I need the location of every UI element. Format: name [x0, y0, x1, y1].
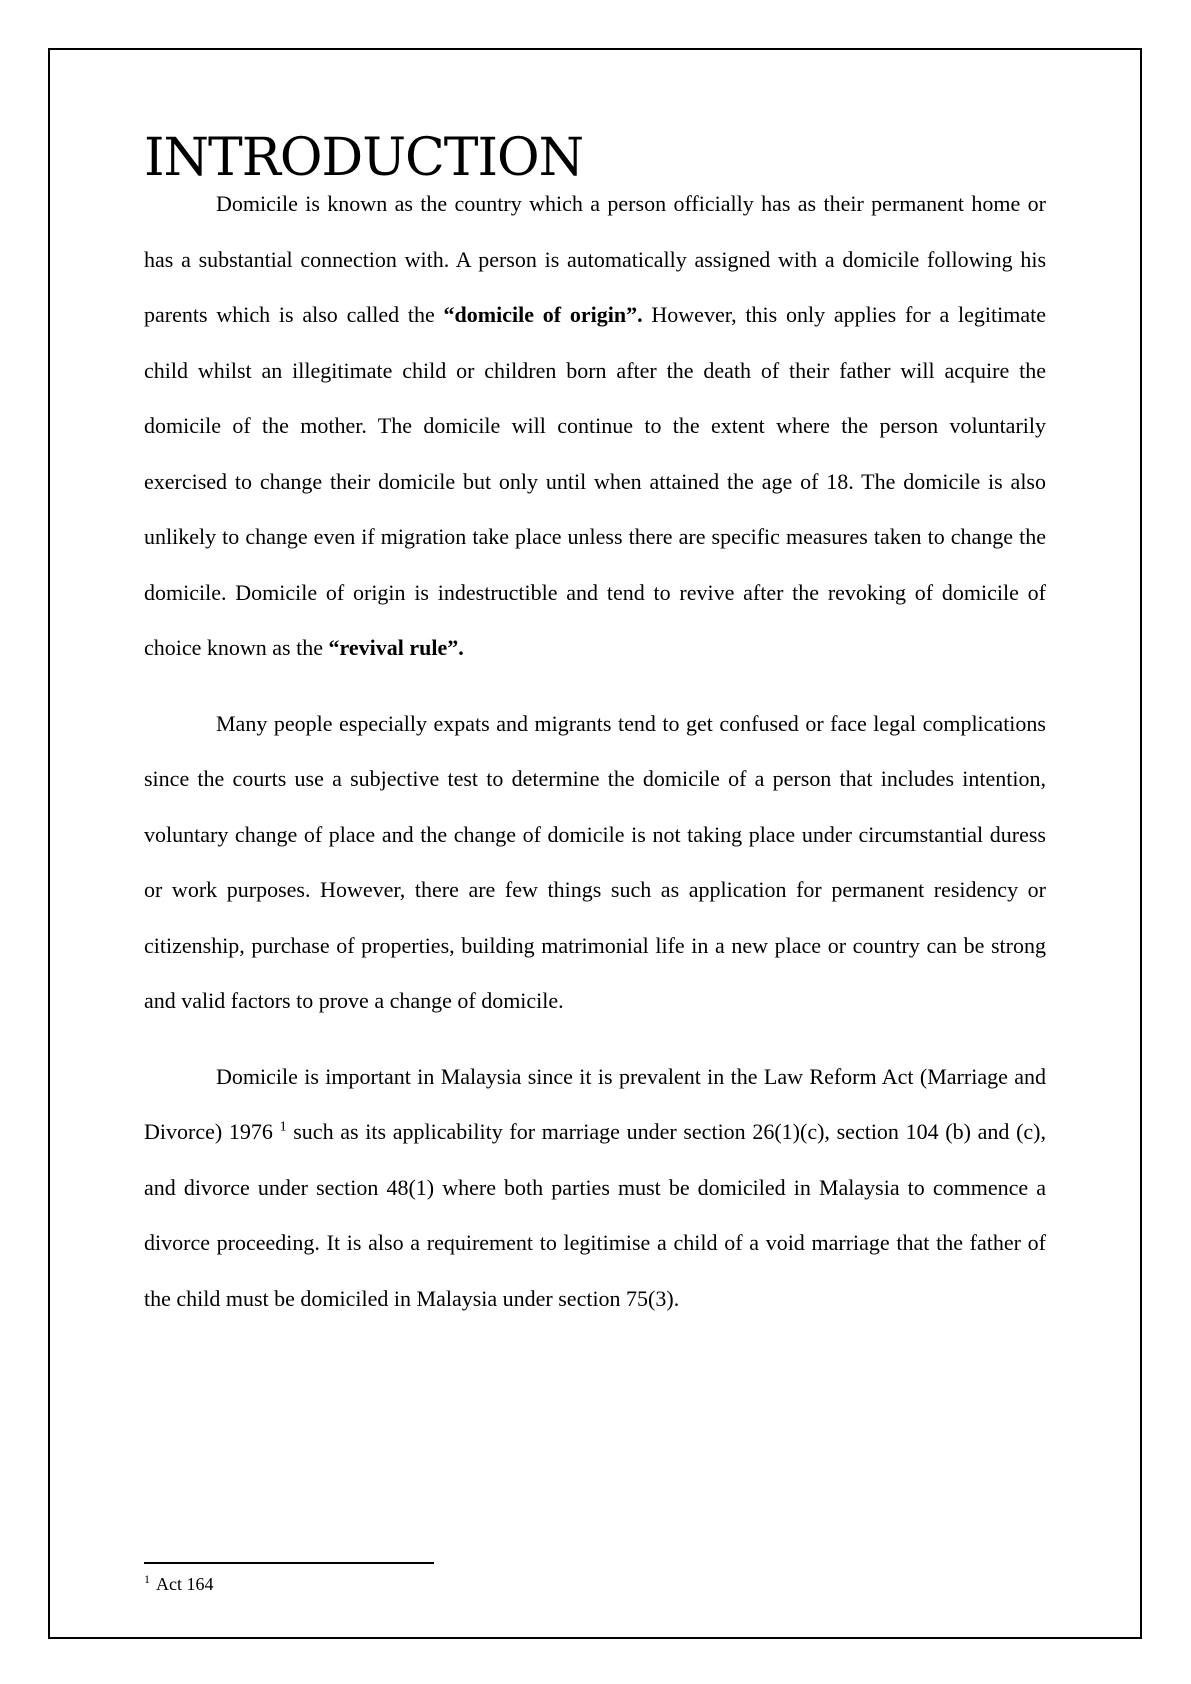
paragraph-text: Domicile is known as the country which a person officially has as their permanent home or has a substantial connection with. A person is automatically assigned with a domicile following his parents which is also called the	[144, 191, 1046, 327]
footnote-reference[interactable]: 1	[279, 1119, 287, 1135]
paragraph-malaysia	[144, 1049, 1046, 1327]
footnote	[144, 1572, 214, 1596]
page-title: INTRODUCTION	[144, 128, 584, 188]
paragraph-confusion: Many people especially expats and migrants tend to get confused or face legal complications since the courts use a subjective test to determine the domicile of a person that includes intention, voluntary change of place and the change of domicile is not taking place under circumstantial duress or work purposes. However, there are few things such as application for permanent residency or citizenship, purchase of properties, building matrimonial life in a new place or country can be strong and valid factors to prove a change of domicile.	[144, 710, 1046, 1013]
bold-term-revival-rule: “revival rule”.	[328, 635, 464, 660]
paragraph-text: such as its applicability for marriage under section 26(1)(c), section 104 (b) and (c), and divorce under section 48(1) where both parties must be domiciled in Malaysia to commence a divorce proceeding. It is also a requirement to legitimise a child of a void marriage that the father of the child must be domiciled in Malaysia under section 75(3).	[144, 1119, 1047, 1311]
paragraph-text: Domicile is important in Malaysia since it is prevalent in the Law Reform Act (Marriage and Divorce) 1976	[144, 1063, 1046, 1144]
footnote-mark: 1	[144, 1572, 150, 1586]
bold-term-domicile-of-origin: “domicile of origin”.	[443, 302, 643, 327]
paragraph-text: However, this only applies for a legitimate child whilst an illegitimate child or children born after the death of their father will acquire the domicile of the mother. The domicile will continue to the extent where the person voluntarily exercised to change their domicile but only until when attained the age of 18. The domicile is also unlikely to change even if migration take place unless there are specific measures taken to change the domicile. Domicile of origin is indestructible and tend to revive after the revoking of domicile of choice known as the	[144, 302, 1046, 660]
footnote-text: Act 164	[156, 1574, 214, 1594]
paragraph-domicile-definition	[144, 176, 1046, 676]
document-body	[144, 128, 1046, 1326]
footnote-separator	[144, 1562, 434, 1564]
